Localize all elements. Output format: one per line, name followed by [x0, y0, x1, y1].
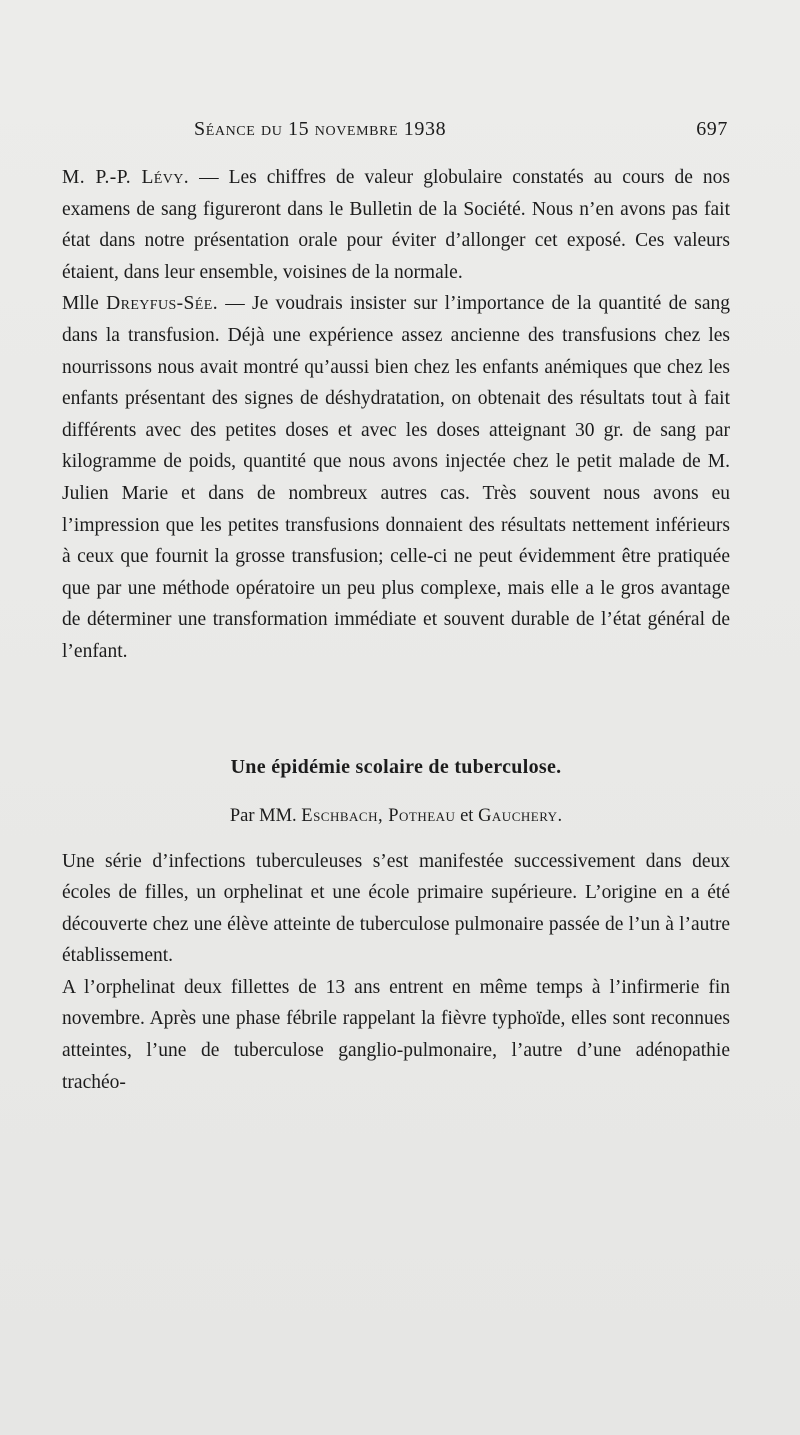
byline-authors: Eschbach, Potheau: [301, 805, 456, 826]
article-byline: [62, 802, 730, 830]
speaker-prefix: Mlle: [62, 293, 107, 315]
article-title: Une épidémie scolaire de tuberculose.: [230, 755, 562, 778]
speaker-name: Dreyfus-Sée.: [106, 293, 218, 315]
byline-joiner: et: [455, 805, 479, 826]
paragraph-levy: [62, 162, 730, 288]
article-paragraph: Une série d’infections tuberculeuses s’est manifestée successivement dans deux écoles de filles, un orphelinat et une école primaire supérieure. L’origine en a été découverte chez une élève atteinte de tuberculose pulmonaire passée de l’un à l’autre établissement.: [62, 850, 730, 967]
running-title: Séance du 15 novembre 1938: [194, 118, 447, 140]
byline-last-author: Gauchery: [478, 805, 558, 826]
byline-end: .: [557, 805, 563, 826]
paragraph-text: — Je voudrais insister sur l’importance de la quantité de sang dans la transfusion. Déjà une expérience assez ancienne des transfusions chez les nourrissons nous avait montré qu’aussi bien chez les enfants anémiques que chez les enfants présentant des signes de déshydratation, on obtenait des résultats tout à fait différents avec des petites doses et avec les doses atteignant 30 gr. de sang par kilogramme de poids, quantité que nous avons injectée chez le petit malade de M. Julien Marie et dans de nombreux autres cas. Très souvent nous avons eu l’impression que les petites transfusions donnaient des résultats nettement inférieurs à ceux que fournit la grosse transfusion; celle-ci ne peut évidemment être pratiquée que par une méthode opératoire un peu plus complexe, mais elle a le gros avantage de déterminer une transformation immédiate et souvent durable de l’état général de l’enfant.: [62, 293, 730, 662]
article-paragraph: A l’orphelinat deux fillettes de 13 ans entrent en même temps à l’infirmerie fin novembre. Après une phase fébrile rappelant la fièvre typhoïde, elles sont reconnues atteintes, l’une de tuberculose ganglio-pulmonaire, l’autre d’une adénopathie trachéo-: [62, 976, 730, 1093]
running-header: [62, 118, 730, 162]
speaker-name: M. P.-P. Lévy.: [62, 167, 190, 188]
paragraph-dreyfus-see: [62, 288, 730, 667]
page-number: 697: [696, 118, 728, 140]
byline-prefix: Par MM.: [229, 805, 302, 826]
paragraph-text: — Les chiffres de valeur globulaire constatés au cours de nos examens de sang figureront dans le Bulletin de la Société. Nous n’en avons pas fait état dans notre présentation orale pour éviter d’allonger cet exposé. Ces valeurs étaient, dans leur ensemble, voisines de la normale.: [62, 167, 730, 283]
